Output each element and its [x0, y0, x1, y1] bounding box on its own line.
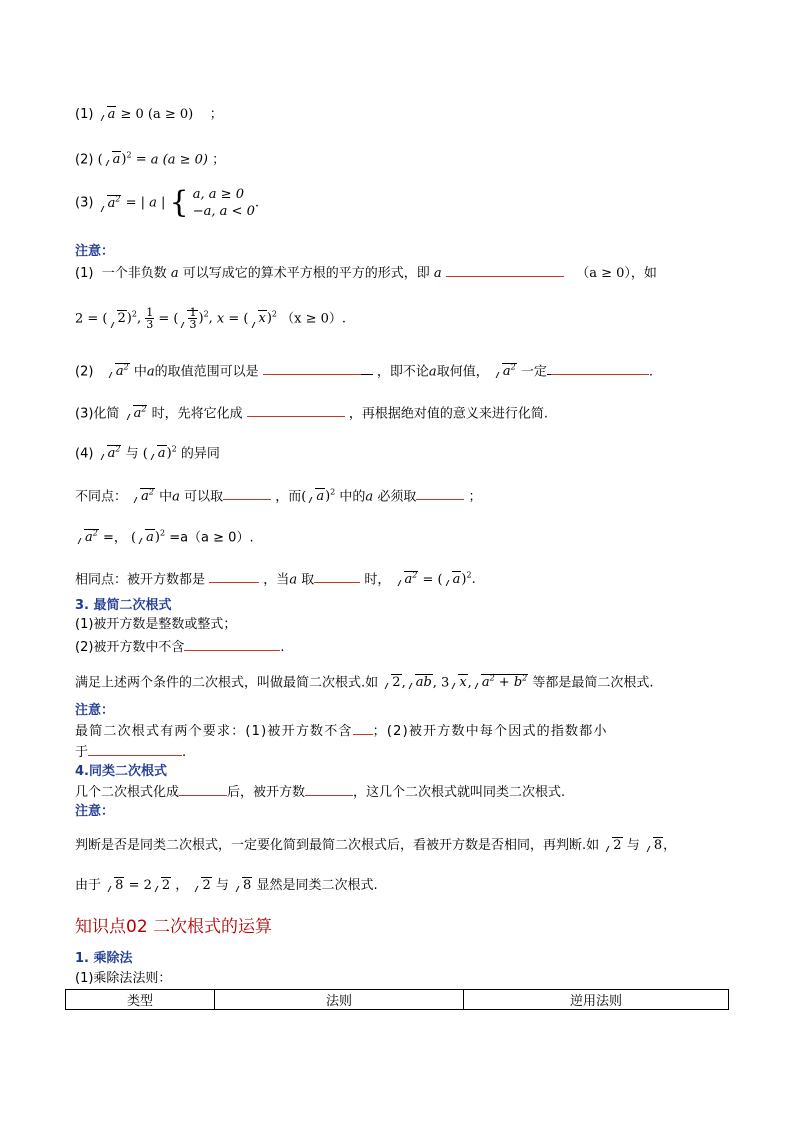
note-4: (4) $a^2$ 与 ( a)$^2$ 的异同 — [75, 442, 220, 462]
blank-12[interactable] — [179, 783, 227, 796]
sec3-note-cont: 于 . — [75, 745, 187, 760]
note-3: (3)化简 $a^2$ 时，先将它化成 ，再根据绝对值的意义来进行化简. — [75, 402, 548, 422]
property-3: (3) $a^2$ = | a | { a, a ≥ 0 −a, a < 0 . — [75, 185, 259, 220]
blank-5[interactable] — [223, 487, 271, 500]
note-title-1: 注意： — [75, 244, 115, 259]
sec4-heading: 4.同类二次根式 — [75, 764, 167, 779]
table-header-cell: 法则 — [215, 990, 464, 1010]
same-line: 相同点：被开方数都是 ，当a 取 时， $a^2$ = ( a)$^2$. — [75, 568, 476, 588]
sec3-cond1: (1)被开方数是整数或整式； — [75, 617, 237, 632]
blank-3[interactable] — [551, 362, 649, 375]
sec3-summary: 满足上述两个条件的二次根式，叫做最简二次根式.如 2, ab, 3 x, $a^2 + b^2$ 等都是最简二次根式. — [75, 671, 654, 691]
blank-6[interactable] — [416, 487, 464, 500]
blank-1[interactable] — [446, 264, 564, 277]
blank-4[interactable] — [247, 404, 345, 417]
sec3-note-title: 注意： — [75, 703, 115, 718]
table-header-cell: 类型 — [66, 990, 215, 1010]
property-2: (2) ( a)$^2$ = a (a ≥ 0) ； — [75, 151, 226, 168]
kp02-rules-label: (1)乘除法法则： — [75, 971, 172, 986]
sec3-note: 最简二次根式有两个要求：(1)被开方数不含 ；(2)被开方数中每个因式的指数都小 — [75, 724, 608, 739]
note-1: (1) 一个非负数 a 可以写成它的算术平方根的平方的形式，即 a （a ≥ 0），如 — [75, 266, 657, 281]
equality-line: $a^2$ =， ( a)$^2$ =a（a ≥ 0）. — [75, 526, 254, 546]
blank-2[interactable] — [263, 362, 361, 375]
difference-line: 不同点： $a^2$ 中a 可以取 ，而( a)$^2$ 中的a 必须取 ； — [75, 485, 482, 505]
blank-9[interactable] — [184, 638, 280, 651]
sec4-note-title: 注意： — [75, 804, 115, 819]
blank-10[interactable] — [353, 722, 373, 735]
kp02-sub1: 1. 乘除法 — [75, 951, 133, 966]
sec4-definition: 几个二次根式化成 后，被开方数 ，这几个二次根式就叫同类二次根式. — [75, 785, 566, 800]
kp02-title: 知识点02 二次根式的运算 — [75, 917, 273, 937]
rules-table — [65, 989, 729, 1010]
sqrt-a: a — [98, 107, 117, 123]
blank-8[interactable] — [314, 570, 360, 583]
note-2: (2) $a^2$ 中a的取值范围可以是 ，即不论a取何值， $a^2$ 一定 . — [75, 360, 653, 380]
blank-13[interactable] — [305, 783, 353, 796]
note-1-examples: 2 = ( 2)$^2$, $\frac{1}{3}$ = ( $\frac{1}{3}$ )$^2$, x = ( x)$^2$ （x ≥ 0）. — [75, 306, 347, 332]
property-1: (1) a ≥ 0 (a ≥ 0) ； — [75, 107, 223, 122]
table-header-cell: 逆用法则 — [464, 990, 729, 1010]
sec3-heading: 3. 最简二次根式 — [75, 598, 172, 613]
sec3-cond2: (2)被开方数中不含 . — [75, 640, 285, 655]
blank-11[interactable] — [88, 743, 182, 756]
sec4-since: 由于 8 = 2 2 ， 2 与 8 显然是同类二次根式. — [75, 878, 378, 893]
sec4-judge: 判断是否是同类二次根式，一定要化简到最简二次根式后，看被开方数是否相同，再判断.如 2 与 8， — [75, 838, 677, 853]
table-header-row — [66, 990, 729, 1010]
blank-7[interactable] — [209, 570, 259, 583]
